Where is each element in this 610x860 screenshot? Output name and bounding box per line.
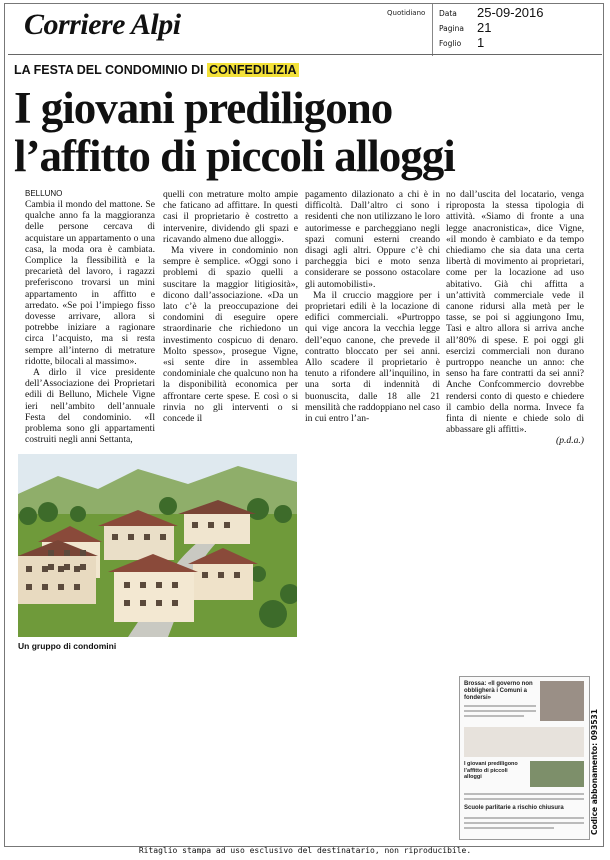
thumbnail-text-line xyxy=(464,715,524,717)
column-3-paragraph-1: pagamento dilazionato a chi è in difficoltà. Dall’altro ci sono i residenti che non utilizzano le loro autorimesse e parcheggiano negli spazi comuni esterni creando disagi agli altri. Oppure c’è chi parcheggia bici e moto senza considerare se possono ostacolare gli automobilisti». xyxy=(305,189,440,290)
page-label: Pagina xyxy=(439,24,464,33)
header-divider xyxy=(8,54,602,55)
article-photo xyxy=(18,454,297,637)
dateline: BELLUNO xyxy=(25,189,63,198)
page-thumbnail xyxy=(459,676,590,840)
headline-line-1: I giovani prediligono xyxy=(14,83,393,133)
column-3-paragraph-2: Ma il cruccio maggiore per i proprietari edili è la locazione di edifici commerciali. «Purtroppo qui vige ancora la vecchia legge dell’equo canone, che prevede il contratto bloccato per sei anni. Allo scadere il proprietario è tenuto a rifondere all’inquilino, in una sorta di indennità di buonuscita, dalle 18 alle 21 mensilità che raddoppiano nel caso in cui entro l’an- xyxy=(305,289,440,425)
thumbnail-text-line xyxy=(464,798,584,800)
condominium-illustration xyxy=(18,454,297,637)
thumbnail-text-line xyxy=(464,827,554,829)
kicker-highlight: CONFEDILIZIA xyxy=(209,63,297,77)
column-2-paragraph-1: quelli con metrature molto ampie che faticano ad affittare. In questi casi il proprietario è costretto a intervenire, dividendo gli spazi e ricavando almeno due alloggi». xyxy=(163,189,298,245)
article-column-1 xyxy=(25,189,155,451)
date-value: 25-09-2016 xyxy=(477,5,544,20)
thumbnail-headline-2: I giovani prediligono l’affitto di piccoli alloggi xyxy=(464,761,518,780)
article-column-3 xyxy=(305,189,440,451)
photo-caption: Un gruppo di condomini xyxy=(18,641,117,651)
author-signature: (p.d.a.) xyxy=(556,435,584,447)
sheet-value: 1 xyxy=(477,35,485,50)
column-4-paragraph-1: no dall’uscita del locatario, venga riproposta la stessa tipologia di attività. «Siamo di fronte a una legge anacronistica», dice Vigne, «il mondo è cambiato e da tempo chiediamo che sia data una certa libertà di movimento ai proprietari, come per la locazione ad uso abitativo. Già chi affitta a un’attività commerciale vede il canone ridursi alla metà per le tasse, se poi si aggiungono Imu, Tasi e altro allora si arriva anche all’80% di spese. E poi oggi gli esercizi commerciali non durano purtroppo neanche un anno: che senso ha fare contratti da sei anni? Anche Confcommercio dovrebbe rendersi conto di questo e chiedere il cambio della norma. Invece fa finta di niente e chiede solo di abbassare gli affitti». xyxy=(446,189,584,436)
subscription-code: Codice abbonamento: 093531 xyxy=(590,709,599,835)
thumbnail-text-line xyxy=(464,817,584,819)
reproduction-notice: Ritaglio stampa ad uso esclusivo del destinatario, non riproducibile. xyxy=(138,846,472,855)
kicker-prefix: LA FESTA DEL CONDOMINIO DI xyxy=(14,63,204,77)
paper-type: Quotidiano xyxy=(387,9,426,17)
thumbnail-photo-top xyxy=(540,681,584,721)
thumbnail-block xyxy=(464,727,584,757)
metadata-box xyxy=(432,4,605,56)
page-value: 21 xyxy=(477,20,492,35)
thumbnail-text-line xyxy=(464,705,536,707)
column-1-paragraph-1: Cambia il mondo del mattone. Se qualche anno fa la maggioranza delle persone cercava di acquistare un appartamento o una casa, la moda ora è cambiata. Complice la flessibilità e la precarietà del lavoro, i ragazzi preferiscono trovarsi un mini appartamento in affitto e arredato. «Se poi l’impiego fisso dovesse arrivare, allora si potrebbe iniziare a ragionare circa l’acquisto, ma si resta sempre all’interno di metrature ridotte, bilocali al massimo». xyxy=(25,199,155,367)
thumbnail-headline-3: Scuole parlitarie a rischio chiusura xyxy=(464,805,564,811)
headline-line-2: l’affitto di piccoli alloggi xyxy=(14,131,455,181)
thumbnail-text-line xyxy=(464,710,536,712)
sheet-label: Foglio xyxy=(439,39,462,48)
column-1-paragraph-2: A dirlo il vice presidente dell’Associazione dei Proprietari edili di Belluno, Michele Vigne ieri nell’ambito dell’annuale Festa del condominio. «Il problema sono gli appartamenti costruiti negli anni Settanta, xyxy=(25,367,155,446)
thumbnail-photo-middle xyxy=(530,761,584,787)
article-column-4 xyxy=(446,189,584,451)
kicker xyxy=(14,63,299,77)
date-label: Data xyxy=(439,9,457,18)
newspaper-logo: Corriere Alpi xyxy=(24,8,181,41)
thumbnail-text-line xyxy=(464,793,584,795)
thumbnail-text-line xyxy=(464,822,584,824)
column-2-paragraph-2: Ma vivere in condominio non sempre è semplice. «Oggi sono i problemi di spazio quelli a suscitare la maggior litigiosità», dicono dall’associazione. «Da un lato c’è la preoccupazione dei condomini di eseguire opere straordinarie che richiedono un investimento cospicuo di denaro. Molto spesso», prosegue Vigne, «si sente dire in assemblea condominiale che qualcuno non ha la disponibilità economica per affrontare certe spese. E così o si rinvia no gli interventi o si concede il xyxy=(163,245,298,425)
thumbnail-headline-1: Brossa: «Il governo non obbligherà i Comuni a fondersi» xyxy=(464,681,533,701)
article-column-2 xyxy=(163,189,298,451)
